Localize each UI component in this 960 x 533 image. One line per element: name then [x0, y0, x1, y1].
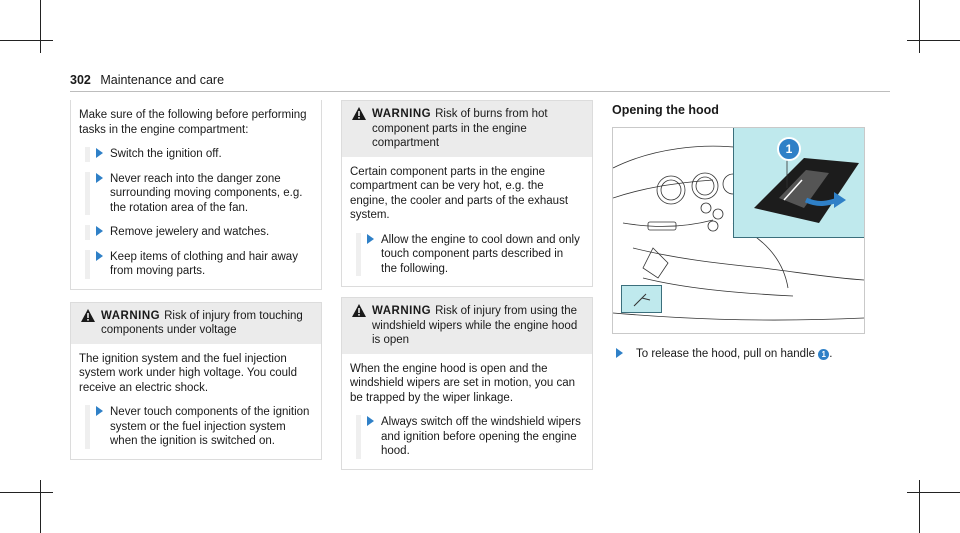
- section-title: Maintenance and care: [100, 73, 225, 87]
- crop-mark: [0, 492, 53, 493]
- warning-header: [71, 303, 321, 344]
- warning-box-burns: [341, 100, 593, 287]
- arrow-icon: [96, 226, 103, 236]
- list-item: To release the hood, pull on handle 1 .: [612, 347, 872, 362]
- arrow-icon: [96, 251, 103, 261]
- hood-step: [612, 347, 872, 362]
- hood-release-figure: [612, 127, 865, 334]
- precautions-box: [70, 100, 322, 290]
- warning-label: WARNING: [101, 309, 161, 322]
- list-item: Remove jewelery and watches.: [85, 225, 311, 240]
- warning-heading: Risk of burns from hot component parts in the engine compartment: [372, 108, 548, 149]
- crop-mark: [907, 40, 960, 41]
- warning-label: WARNING: [372, 305, 432, 317]
- warning-heading: Risk of injury from using the windshield wipers while the engine hood is open: [372, 305, 578, 346]
- arrow-icon: [96, 406, 103, 416]
- crop-mark: [40, 0, 41, 53]
- column-2: [341, 100, 593, 470]
- page-header: [70, 73, 224, 87]
- arrow-icon: [96, 148, 103, 158]
- handle-location-marker: [621, 285, 662, 313]
- section-heading: Opening the hood: [612, 103, 719, 117]
- warning-body: The ignition system and the fuel injection system work under high voltage. You could receive an electric shock.: [79, 352, 297, 394]
- list-item: Always switch off the windshield wipers and ignition before opening the engine hood.: [356, 415, 582, 459]
- intro-text: Make sure of the following before performing tasks in the engine compartment:: [79, 109, 307, 136]
- crop-mark: [0, 40, 53, 41]
- warning-icon: [352, 107, 366, 120]
- warning-icon: [352, 304, 366, 317]
- arrow-icon: [96, 173, 103, 183]
- crop-mark: [907, 492, 960, 493]
- warning-box-wipers: [341, 297, 593, 470]
- arrow-icon: [367, 234, 374, 244]
- crop-mark: [919, 0, 920, 53]
- crop-mark: [40, 480, 41, 533]
- list-item: Allow the engine to cool down and only touch component parts described in the following.: [356, 233, 582, 277]
- list-item: Switch the ignition off.: [85, 147, 311, 162]
- list-item: Never touch components of the ignition system or the fuel injection system when the ignition is switched on.: [85, 405, 311, 449]
- crop-mark: [919, 480, 920, 533]
- list-item: Keep items of clothing and hair away from moving parts.: [85, 250, 311, 279]
- warning-icon: [81, 309, 95, 322]
- handle-number-badge: 1: [818, 349, 829, 360]
- warning-box-voltage: [70, 302, 322, 460]
- handle-detail-inset: [733, 128, 865, 238]
- arrow-icon: [367, 416, 374, 426]
- callout-badge: 1: [777, 137, 801, 161]
- warning-body: When the engine hood is open and the windshield wipers are set in motion, you can be trapped by the wiper linkage.: [350, 362, 576, 404]
- column-1: [70, 100, 322, 460]
- warning-header: [342, 101, 592, 157]
- warning-body: Certain component parts in the engine compartment can be very hot, e.g. the engine, the cooler and parts of the exhaust system.: [350, 165, 569, 221]
- arrow-icon: [616, 348, 623, 358]
- warning-label: WARNING: [372, 108, 432, 120]
- header-divider: [70, 91, 890, 92]
- warning-header: [342, 298, 592, 354]
- handle-location-illustration: [622, 286, 661, 312]
- list-item: Never reach into the danger zone surrounding moving components, e.g. the rotation area of the fan.: [85, 172, 311, 216]
- warning-heading: Risk of injury from touching components under voltage: [101, 309, 303, 336]
- page-number: 302: [70, 73, 91, 87]
